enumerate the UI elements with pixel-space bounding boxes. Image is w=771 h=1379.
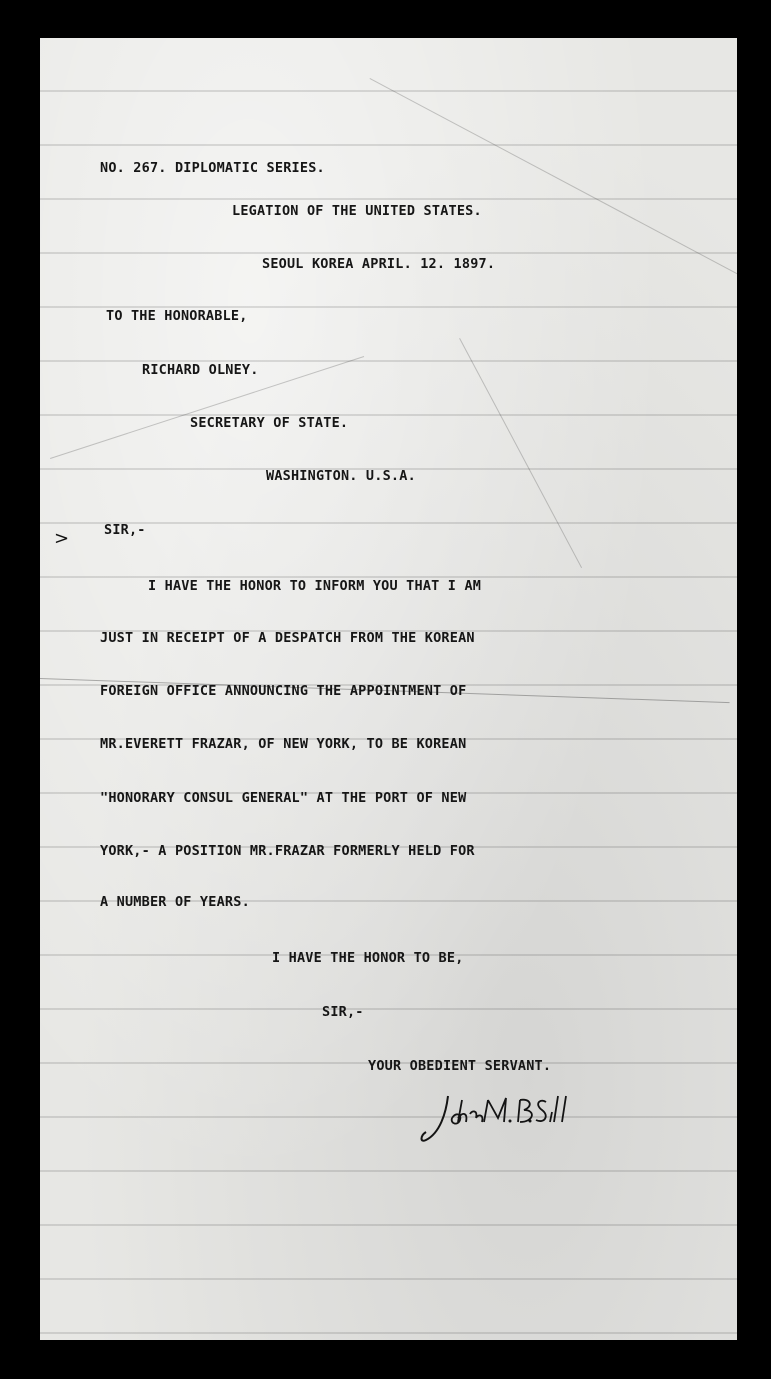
letter-page: [40, 38, 737, 1340]
body-line: YORK,- A POSITION MR.FRAZAR FORMERLY HELD FOR: [100, 843, 475, 859]
recipient-title: SECRETARY OF STATE.: [190, 415, 349, 431]
greeting: SIR,-: [104, 522, 146, 538]
body-line: A NUMBER OF YEARS.: [100, 894, 250, 910]
recipient-location: WASHINGTON. U.S.A.: [266, 468, 416, 484]
series-line: NO. 267. DIPLOMATIC SERIES.: [100, 160, 325, 176]
legation-line: LEGATION OF THE UNITED STATES.: [232, 203, 482, 219]
body-line: FOREIGN OFFICE ANNOUNCING THE APPOINTMENT OF: [100, 683, 467, 699]
body-line: JUST IN RECEIPT OF A DESPATCH FROM THE KOREAN: [100, 630, 475, 646]
scratch-mark: [459, 338, 582, 568]
closing-sir: SIR,-: [322, 1004, 364, 1020]
salutation-to: TO THE HONORABLE,: [106, 308, 248, 324]
scratch-mark: [370, 78, 737, 276]
recipient-name: RICHARD OLNEY.: [142, 362, 259, 378]
place-date-line: SEOUL KOREA APRIL. 12. 1897.: [262, 256, 496, 272]
closing-line: I HAVE THE HONOR TO BE,: [272, 950, 464, 966]
body-line: "HONORARY CONSUL GENERAL" AT THE PORT OF NEW: [100, 790, 467, 806]
closing-servant: YOUR OBEDIENT SERVANT.: [368, 1058, 552, 1074]
body-line: MR.EVERETT FRAZAR, OF NEW YORK, TO BE KOREAN: [100, 736, 467, 752]
signature: [418, 1088, 588, 1148]
body-line: I HAVE THE HONOR TO INFORM YOU THAT I AM: [148, 578, 482, 594]
margin-mark: >: [54, 528, 70, 549]
